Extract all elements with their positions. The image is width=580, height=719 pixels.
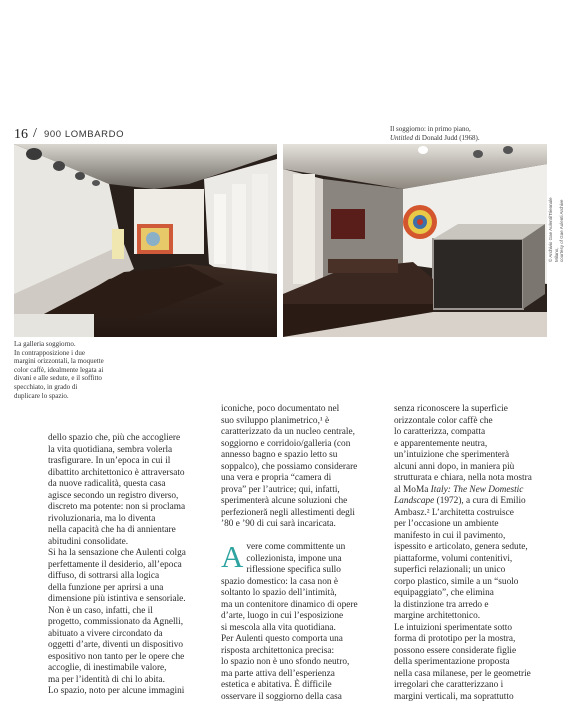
text-line: si mescola alla vita quotidiana. bbox=[221, 622, 336, 633]
body-column-2 bbox=[221, 404, 369, 703]
gallery-living-room-illustration bbox=[14, 144, 277, 337]
text-line bbox=[394, 496, 544, 508]
text-line: ma un contenitore dinamico di opere bbox=[221, 599, 358, 610]
living-room-photo bbox=[283, 144, 547, 337]
left-caption-line: specchiato, in grado di bbox=[14, 382, 78, 391]
text-line: annesso bagno e spazio letto su bbox=[221, 450, 338, 460]
left-caption-line: margini orizzontali, la moquette bbox=[14, 357, 104, 366]
left-photo-caption bbox=[14, 340, 138, 400]
text-line: collezionista, impone una bbox=[246, 553, 342, 564]
text-line: e apparentemente neutra, bbox=[394, 438, 488, 449]
text-line: agisce secondo un registro diverso, bbox=[48, 490, 179, 501]
text-line: superfici relazionali; un unico bbox=[394, 565, 506, 575]
text-line: soltanto lo spazio dell’intimità, bbox=[221, 588, 337, 598]
text-line: dibattito architettonico è attraversato bbox=[48, 467, 185, 478]
text-line: nella casa milanese, per le geometrie bbox=[394, 668, 531, 679]
text-line: Non è un caso, infatti, che il bbox=[48, 605, 153, 616]
dropcap-paragraph bbox=[221, 539, 369, 577]
running-header-title: 900 LOMBARDO bbox=[44, 129, 125, 140]
text-line: sperimenterà alcune soluzioni che bbox=[221, 496, 348, 506]
text-line: Lo spazio, noto per alcune immagini bbox=[48, 686, 185, 696]
text-line: irregolari che caratterizzano i bbox=[394, 680, 504, 690]
text-line: dello spazio che, più che accogliere bbox=[48, 433, 181, 443]
text-line: espositivo non tanto per le opere che bbox=[48, 651, 185, 662]
text-line: discreto ma potente: non si proclama bbox=[48, 502, 186, 512]
text-line: equipaggiato”, che elimina bbox=[394, 588, 494, 598]
right-photo-caption bbox=[390, 125, 570, 143]
page-number: 16 bbox=[14, 127, 28, 142]
text-line: soppalco), che possiamo considerare bbox=[221, 461, 358, 472]
text-line: da nuove radicalità, questa casa bbox=[48, 479, 166, 489]
text-line: della funzione per aprirsi a una bbox=[48, 582, 164, 593]
text-line: corpo plastico, simile a un “suolo bbox=[394, 576, 519, 587]
gallery-living-room-photo bbox=[14, 144, 277, 337]
text-fragment: (1972), a cura di Emilio bbox=[436, 496, 526, 506]
living-room-illustration bbox=[283, 144, 547, 337]
dropcap-letter: A bbox=[221, 539, 244, 574]
left-caption-line: color caffè, idealmente legata ai bbox=[14, 365, 104, 374]
text-line: riflessione specifica sullo bbox=[246, 565, 341, 575]
text-line: Ambasz.² L’architetta costruisce bbox=[394, 507, 514, 518]
text-line: trasfigurare. In un’epoca in cui il bbox=[48, 456, 171, 466]
text-line: ma parte attiva dell’esperienza bbox=[221, 668, 335, 679]
text-line: oggetti d’arte, diventi un dispositivo bbox=[48, 640, 184, 650]
text-line: prova” per l’autrice; qui, infatti, bbox=[221, 484, 340, 495]
text-line: soggiorno e corridoio/galleria (con bbox=[221, 438, 351, 449]
text-line: Si ha la sensazione che Aulenti colga bbox=[48, 548, 186, 558]
text-line: lo spazio non è uno sfondo neutro, bbox=[221, 657, 350, 667]
text-line: forma di prototipo per la mostra, bbox=[394, 634, 516, 644]
text-line: la distinzione tra arredo e bbox=[394, 599, 489, 610]
text-line: Le intuizioni sperimentate sotto bbox=[394, 622, 512, 633]
text-line: lo caratterizza, compatta bbox=[394, 427, 486, 437]
text-line: progetto, commissionato da Agnelli, bbox=[48, 617, 184, 627]
body-column-1 bbox=[48, 433, 196, 698]
text-line: ma per l’identità di chi lo abita. bbox=[48, 674, 165, 685]
photo-credit-line2: courtesy of Gae Aulenti Archive bbox=[559, 199, 564, 262]
text-line: la vita quotidiana, sembra volerla bbox=[48, 444, 173, 455]
body-column-3 bbox=[394, 404, 544, 703]
text-line: risposta architettonica precisa: bbox=[221, 645, 335, 656]
text-line: abitudini consolidate. bbox=[48, 536, 129, 547]
text-line: senza riconoscere la superficie bbox=[394, 404, 508, 414]
text-line: perfettamente il desiderio, all’epoca bbox=[48, 559, 182, 570]
text-line: Per Aulenti questo comporta una bbox=[221, 634, 343, 644]
text-line bbox=[394, 485, 544, 497]
photo-credit bbox=[548, 187, 565, 262]
text-line: alcuni anni dopo, in maniera più bbox=[394, 461, 515, 472]
artwork-credit: di Donald Judd (1968). bbox=[414, 134, 480, 142]
text-line: margine architettonico. bbox=[394, 611, 481, 621]
text-line: margini verticali, ma soprattutto bbox=[394, 691, 514, 702]
left-caption-line: duplicare lo spazio. bbox=[14, 391, 69, 400]
text-line: d’arte, luogo in cui l’esposizione bbox=[221, 611, 344, 621]
text-line: manifesto in cui il pavimento, bbox=[394, 530, 506, 541]
left-caption-line: In contrapposizione i due bbox=[14, 348, 85, 357]
text-line: caratterizzato da un nucleo centrale, bbox=[221, 427, 355, 437]
text-line: possono essere considerate figlie bbox=[394, 645, 517, 656]
text-line: perfezioneră negli allestimenti degli bbox=[221, 507, 355, 518]
exhibition-title: Italy: The New Domestic bbox=[430, 484, 524, 495]
right-caption-line1: Il soggiorno: in primo piano, bbox=[390, 125, 471, 133]
text-line: piattaforme, volumi contenitivi, bbox=[394, 553, 513, 564]
text-line: per l’occasione un ambiente bbox=[394, 519, 499, 529]
photo-credit-line1: © Archivio Gae Aulenti/Triennale Milano, bbox=[548, 197, 559, 262]
text-line: orizzontale color caffè che bbox=[394, 415, 493, 426]
text-line: suo sviluppo planimetrico,¹ è bbox=[221, 415, 330, 426]
artwork-title: Untitled bbox=[390, 134, 413, 142]
exhibition-title-cont: Landscape bbox=[394, 496, 435, 506]
text-line: diffuso, di sottrarsi alla logica bbox=[48, 571, 160, 581]
text-line: ispessito e articolato, genera sedute, bbox=[394, 542, 528, 552]
text-line: ’80 e ’90 di cui sarà incaricata. bbox=[221, 519, 336, 529]
left-caption-line: La galleria soggiorno. bbox=[14, 340, 76, 348]
text-line: della sperimentazione proposta bbox=[394, 657, 510, 667]
text-line: nella capacità che ha di annientare bbox=[48, 525, 176, 535]
text-line: dimensione più istintiva e sensoriale. bbox=[48, 594, 186, 604]
text-line: estetica e abitativa. È difficile bbox=[221, 680, 332, 690]
text-line: iconiche, poco documentato nel bbox=[221, 404, 340, 414]
left-caption-line: divani e alle sedute, e il soffitto bbox=[14, 374, 102, 383]
text-fragment: al MoMa bbox=[394, 484, 429, 495]
header-separator: / bbox=[33, 126, 37, 141]
text-line: spazio domestico: la casa non è bbox=[221, 576, 338, 587]
text-line: rivoluzionaria, ma lo diventa bbox=[48, 513, 156, 524]
text-line: vere come committente un bbox=[246, 542, 346, 552]
text-line: una vera e propria “camera di bbox=[221, 473, 332, 483]
right-caption-line2 bbox=[390, 134, 570, 143]
text-line: osservare il soggiorno della casa bbox=[221, 691, 342, 702]
text-line: abituato a vivere circondato da bbox=[48, 628, 163, 639]
text-line: strutturata e chiara, nella nota mostra bbox=[394, 473, 532, 483]
text-line: un’intuizione che sperimenterà bbox=[394, 450, 510, 460]
text-line: accoglie, di inestimabile valore, bbox=[48, 663, 167, 673]
